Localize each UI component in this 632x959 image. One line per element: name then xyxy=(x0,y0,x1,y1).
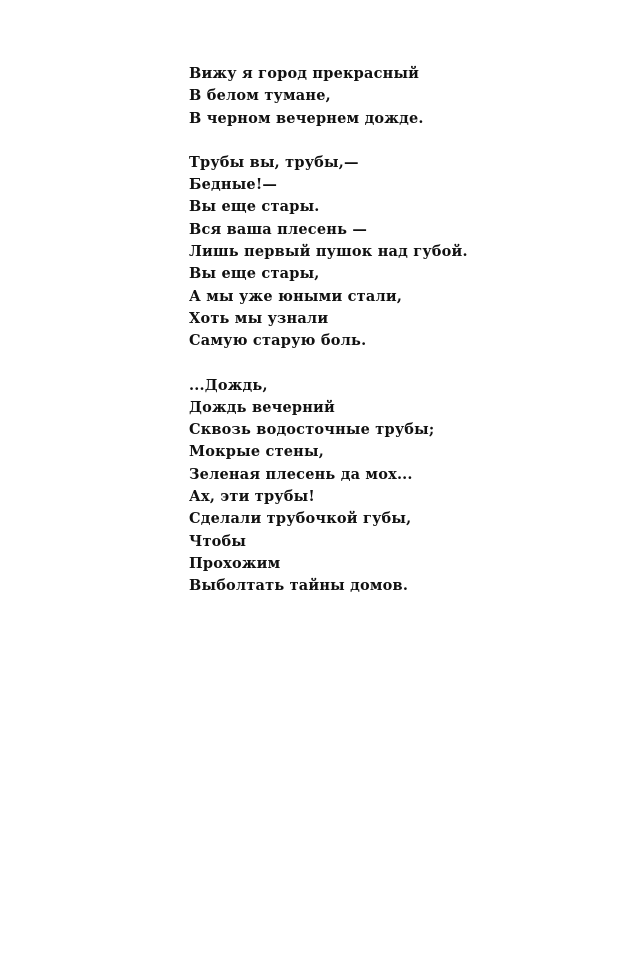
poem-line: Самую старую боль. xyxy=(189,332,367,350)
poem-line: Вся ваша плесень — xyxy=(189,220,368,238)
poem-line: Лишь первый пушок над губой. xyxy=(189,243,468,261)
poem-line: Прохожим xyxy=(189,554,281,572)
poem-line: Мокрые стены, xyxy=(189,443,324,461)
poem-line: Вы еще стары. xyxy=(189,198,320,216)
poem-line: Ах, эти трубы! xyxy=(189,488,315,506)
stanza-2 xyxy=(189,152,589,353)
stanza-3 xyxy=(189,375,589,598)
poem-line: В белом тумане, xyxy=(189,87,331,105)
poem-line: Бедные!— xyxy=(189,176,278,194)
poem-line: А мы уже юными стали, xyxy=(189,287,403,305)
poem-line: Чтобы xyxy=(189,532,247,550)
poem-line: Вижу я город прекрасный xyxy=(189,65,420,82)
poem-line: Хоть мы узнали xyxy=(189,309,329,327)
poem-line: Сквозь водосточные трубы; xyxy=(189,421,435,439)
poem-line: Сделали трубочкой губы, xyxy=(189,510,412,528)
poem xyxy=(189,63,589,598)
poem-line: Дождь вечерний xyxy=(189,398,335,416)
poem-line: В черном вечернем дожде. xyxy=(189,109,424,127)
poem-line: Вы еще стары, xyxy=(189,265,320,283)
poem-line: Зеленая плесень да мох... xyxy=(189,465,413,483)
stanza-1 xyxy=(189,63,589,130)
poem-line: Выболтать тайны домов. xyxy=(189,577,409,595)
poem-line: Трубы вы, трубы,— xyxy=(189,153,359,171)
poem-line: ...Дождь, xyxy=(189,376,268,394)
